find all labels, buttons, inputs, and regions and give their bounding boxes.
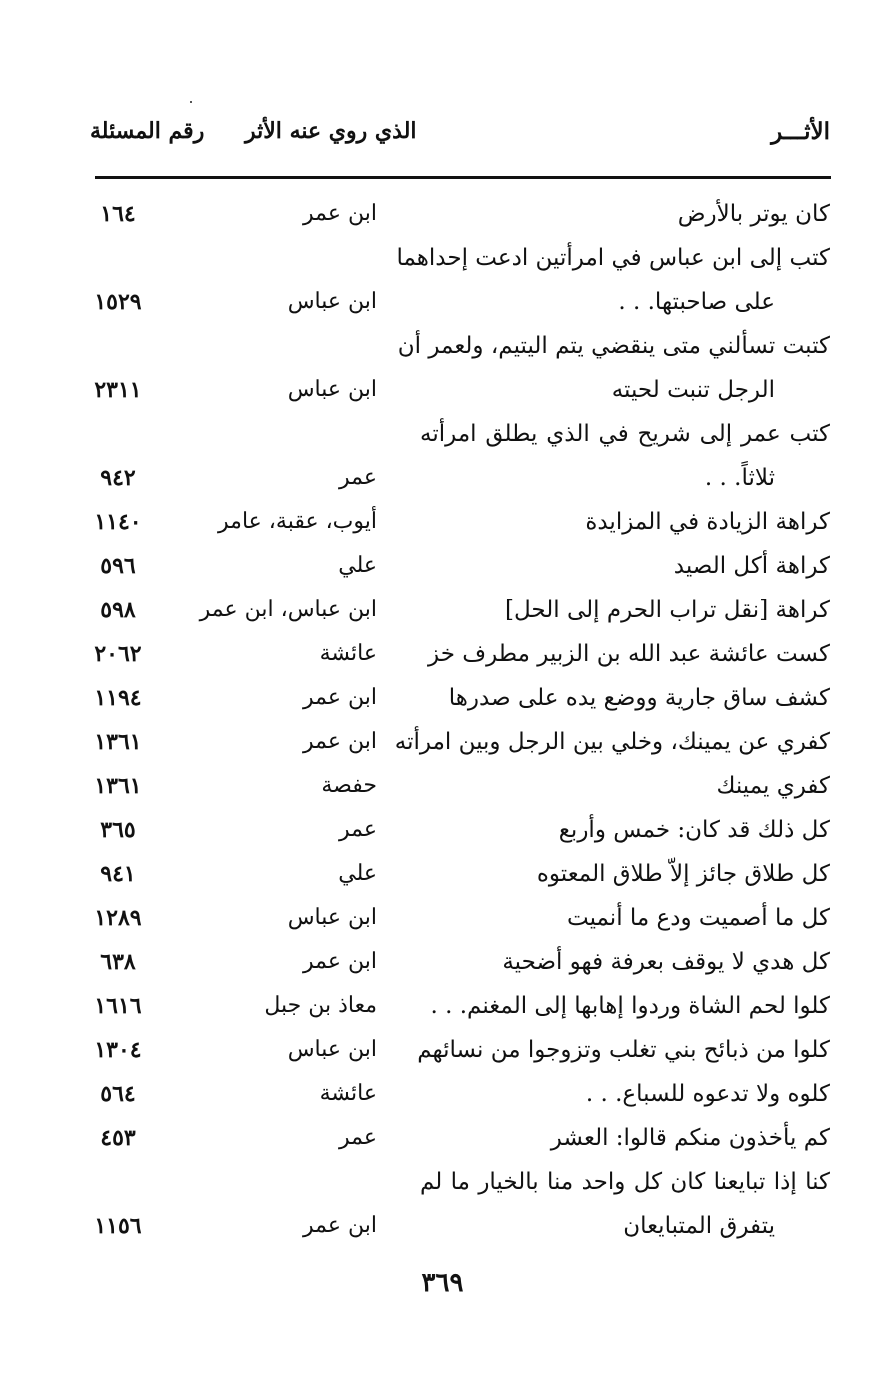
- table-row: [0, 767, 885, 811]
- row-line: [0, 547, 885, 591]
- athar-text: كلوا من ذبائح بني تغلب وتزوجوا من نسائهم: [417, 1037, 830, 1063]
- athar-text: كتب عمر إلى شريح في الذي يطلق امرأته: [420, 421, 830, 447]
- row-line: [0, 723, 885, 767]
- row-line: [0, 591, 885, 635]
- row-line: [0, 767, 885, 811]
- row-line: [0, 415, 885, 459]
- table-row: [0, 1031, 885, 1075]
- row-line: [0, 943, 885, 987]
- row-line: [0, 811, 885, 855]
- table-row: [0, 195, 885, 239]
- row-line: [0, 1163, 885, 1207]
- issue-number-cell: ٥٦٤: [100, 1081, 136, 1107]
- athar-text-continuation: ثلاثاً. . .: [704, 465, 775, 491]
- table-row: [0, 943, 885, 987]
- issue-number-cell: ٢٣١١: [94, 377, 142, 403]
- issue-number-cell: ٥٩٦: [100, 553, 136, 579]
- narrator-cell: علي: [338, 553, 377, 578]
- table-row: [0, 547, 885, 591]
- issue-number-cell: ٩٤٢: [100, 465, 136, 491]
- row-line: [0, 1207, 885, 1251]
- issue-number-cell: ١٣٠٤: [94, 1037, 142, 1063]
- athar-text-continuation: على صاحبتها. . .: [618, 289, 775, 315]
- narrator-cell: ابن عباس: [287, 1037, 377, 1062]
- narrator-cell: ابن عمر: [303, 729, 377, 754]
- narrator-cell: ابن عباس: [287, 905, 377, 930]
- issue-number-cell: ١١٥٦: [94, 1213, 142, 1239]
- table-row: [0, 811, 885, 855]
- table-row: [0, 723, 885, 767]
- athar-text-continuation: الرجل تنبت لحيته: [611, 377, 775, 403]
- narrator-cell: ابن عباس: [287, 377, 377, 402]
- column-header-narrator: الذي روي عنه الأثر: [245, 118, 417, 144]
- row-line: [0, 283, 885, 327]
- athar-text: كلوا لحم الشاة وردوا إهابها إلى المغنم. . .: [430, 993, 830, 1019]
- narrator-cell: عمر: [339, 465, 377, 490]
- row-line: [0, 1031, 885, 1075]
- athar-text: كل هدي لا يوقف بعرفة فهو أضحية: [502, 949, 830, 975]
- athar-text: كراهة أكل الصيد: [673, 553, 830, 579]
- athar-text: كم يأخذون منكم قالوا: العشر: [550, 1125, 830, 1151]
- athar-text: كتبت تسألني متى ينقضي يتم اليتيم، ولعمر أن: [397, 333, 830, 359]
- athar-text: كشف ساق جارية ووضع يده على صدرها: [448, 685, 830, 711]
- athar-text: كلوه ولا تدعوه للسباع. . .: [585, 1081, 830, 1107]
- athar-text: كراهة الزيادة في المزايدة: [585, 509, 830, 535]
- athar-text: كان يوتر بالأرض: [677, 201, 830, 227]
- table-row: [0, 987, 885, 1031]
- narrator-cell: ابن عمر: [303, 685, 377, 710]
- table-row: [0, 899, 885, 943]
- row-line: [0, 371, 885, 415]
- issue-number-cell: ٩٤١: [100, 861, 136, 887]
- issue-number-cell: ١١٤٠: [94, 509, 142, 535]
- row-line: [0, 1075, 885, 1119]
- athar-text: كنا إذا تبايعنا كان كل واحد منا بالخيار ما لم: [420, 1169, 830, 1195]
- athar-text: كتب إلى ابن عباس في امرأتين ادعت إحداهما: [396, 245, 830, 271]
- narrator-cell: معاذ بن جبل: [264, 993, 377, 1018]
- column-header-number: رقم المسئلة: [90, 118, 205, 144]
- athar-text: كفري يمينك: [716, 773, 830, 799]
- issue-number-cell: ١٥٢٩: [94, 289, 142, 315]
- row-line: [0, 1119, 885, 1163]
- narrator-cell: عمر: [339, 1125, 377, 1150]
- athar-text: كفري عن يمينك، وخلي بين الرجل وبين امرأته: [394, 729, 830, 755]
- table-header: [90, 118, 830, 170]
- issue-number-cell: ١١٩٤: [94, 685, 142, 711]
- scan-speck: [190, 101, 192, 103]
- row-line: [0, 503, 885, 547]
- issue-number-cell: ١٦١٦: [94, 993, 142, 1019]
- athar-text: كل طلاق جائز إلاّ طلاق المعتوه: [536, 861, 830, 887]
- issue-number-cell: ٣٦٥: [100, 817, 136, 843]
- table-row: [0, 1163, 885, 1251]
- column-header-athar: الأثـــر: [771, 118, 830, 145]
- row-line: [0, 459, 885, 503]
- table-row: [0, 679, 885, 723]
- narrator-cell: عمر: [339, 817, 377, 842]
- issue-number-cell: ١٣٦١: [94, 773, 142, 799]
- athar-text: كست عائشة عبد الله بن الزبير مطرف خز: [428, 641, 830, 667]
- narrator-cell: ابن عمر: [303, 1213, 377, 1238]
- table-row: [0, 855, 885, 899]
- table-row: [0, 415, 885, 503]
- row-line: [0, 987, 885, 1031]
- page-number: ٣٦٩: [421, 1268, 464, 1298]
- table-row: [0, 327, 885, 415]
- athar-text: كل ما أصميت ودع ما أنميت: [566, 905, 830, 931]
- issue-number-cell: ١٦٤: [100, 201, 136, 227]
- table-row: [0, 635, 885, 679]
- issue-number-cell: ٤٥٣: [100, 1125, 136, 1151]
- narrator-cell: أيوب، عقبة، عامر: [218, 509, 377, 534]
- athar-text-continuation: يتفرق المتبايعان: [623, 1213, 775, 1239]
- narrator-cell: ابن عباس، ابن عمر: [199, 597, 377, 622]
- narrator-cell: علي: [338, 861, 377, 886]
- row-line: [0, 635, 885, 679]
- narrator-cell: حفصة: [321, 773, 377, 798]
- table-row: [0, 503, 885, 547]
- issue-number-cell: ١٢٨٩: [94, 905, 142, 931]
- row-line: [0, 195, 885, 239]
- table-row: [0, 1119, 885, 1163]
- row-line: [0, 899, 885, 943]
- table-row: [0, 1075, 885, 1119]
- row-line: [0, 855, 885, 899]
- issue-number-cell: ٦٣٨: [100, 949, 136, 975]
- table-body: [0, 195, 885, 1251]
- table-row: [0, 591, 885, 635]
- athar-text: كراهة [نقل تراب الحرم إلى الحل]: [505, 597, 830, 623]
- narrator-cell: عائشة: [319, 641, 377, 666]
- row-line: [0, 679, 885, 723]
- table-row: [0, 239, 885, 327]
- issue-number-cell: ١٣٦١: [94, 729, 142, 755]
- narrator-cell: ابن عباس: [287, 289, 377, 314]
- narrator-cell: ابن عمر: [303, 201, 377, 226]
- narrator-cell: عائشة: [319, 1081, 377, 1106]
- row-line: [0, 239, 885, 283]
- row-line: [0, 327, 885, 371]
- issue-number-cell: ٢٠٦٢: [94, 641, 142, 667]
- athar-text: كل ذلك قد كان: خمس وأربع: [558, 817, 830, 843]
- header-rule: [95, 176, 831, 179]
- issue-number-cell: ٥٩٨: [100, 597, 136, 623]
- narrator-cell: ابن عمر: [303, 949, 377, 974]
